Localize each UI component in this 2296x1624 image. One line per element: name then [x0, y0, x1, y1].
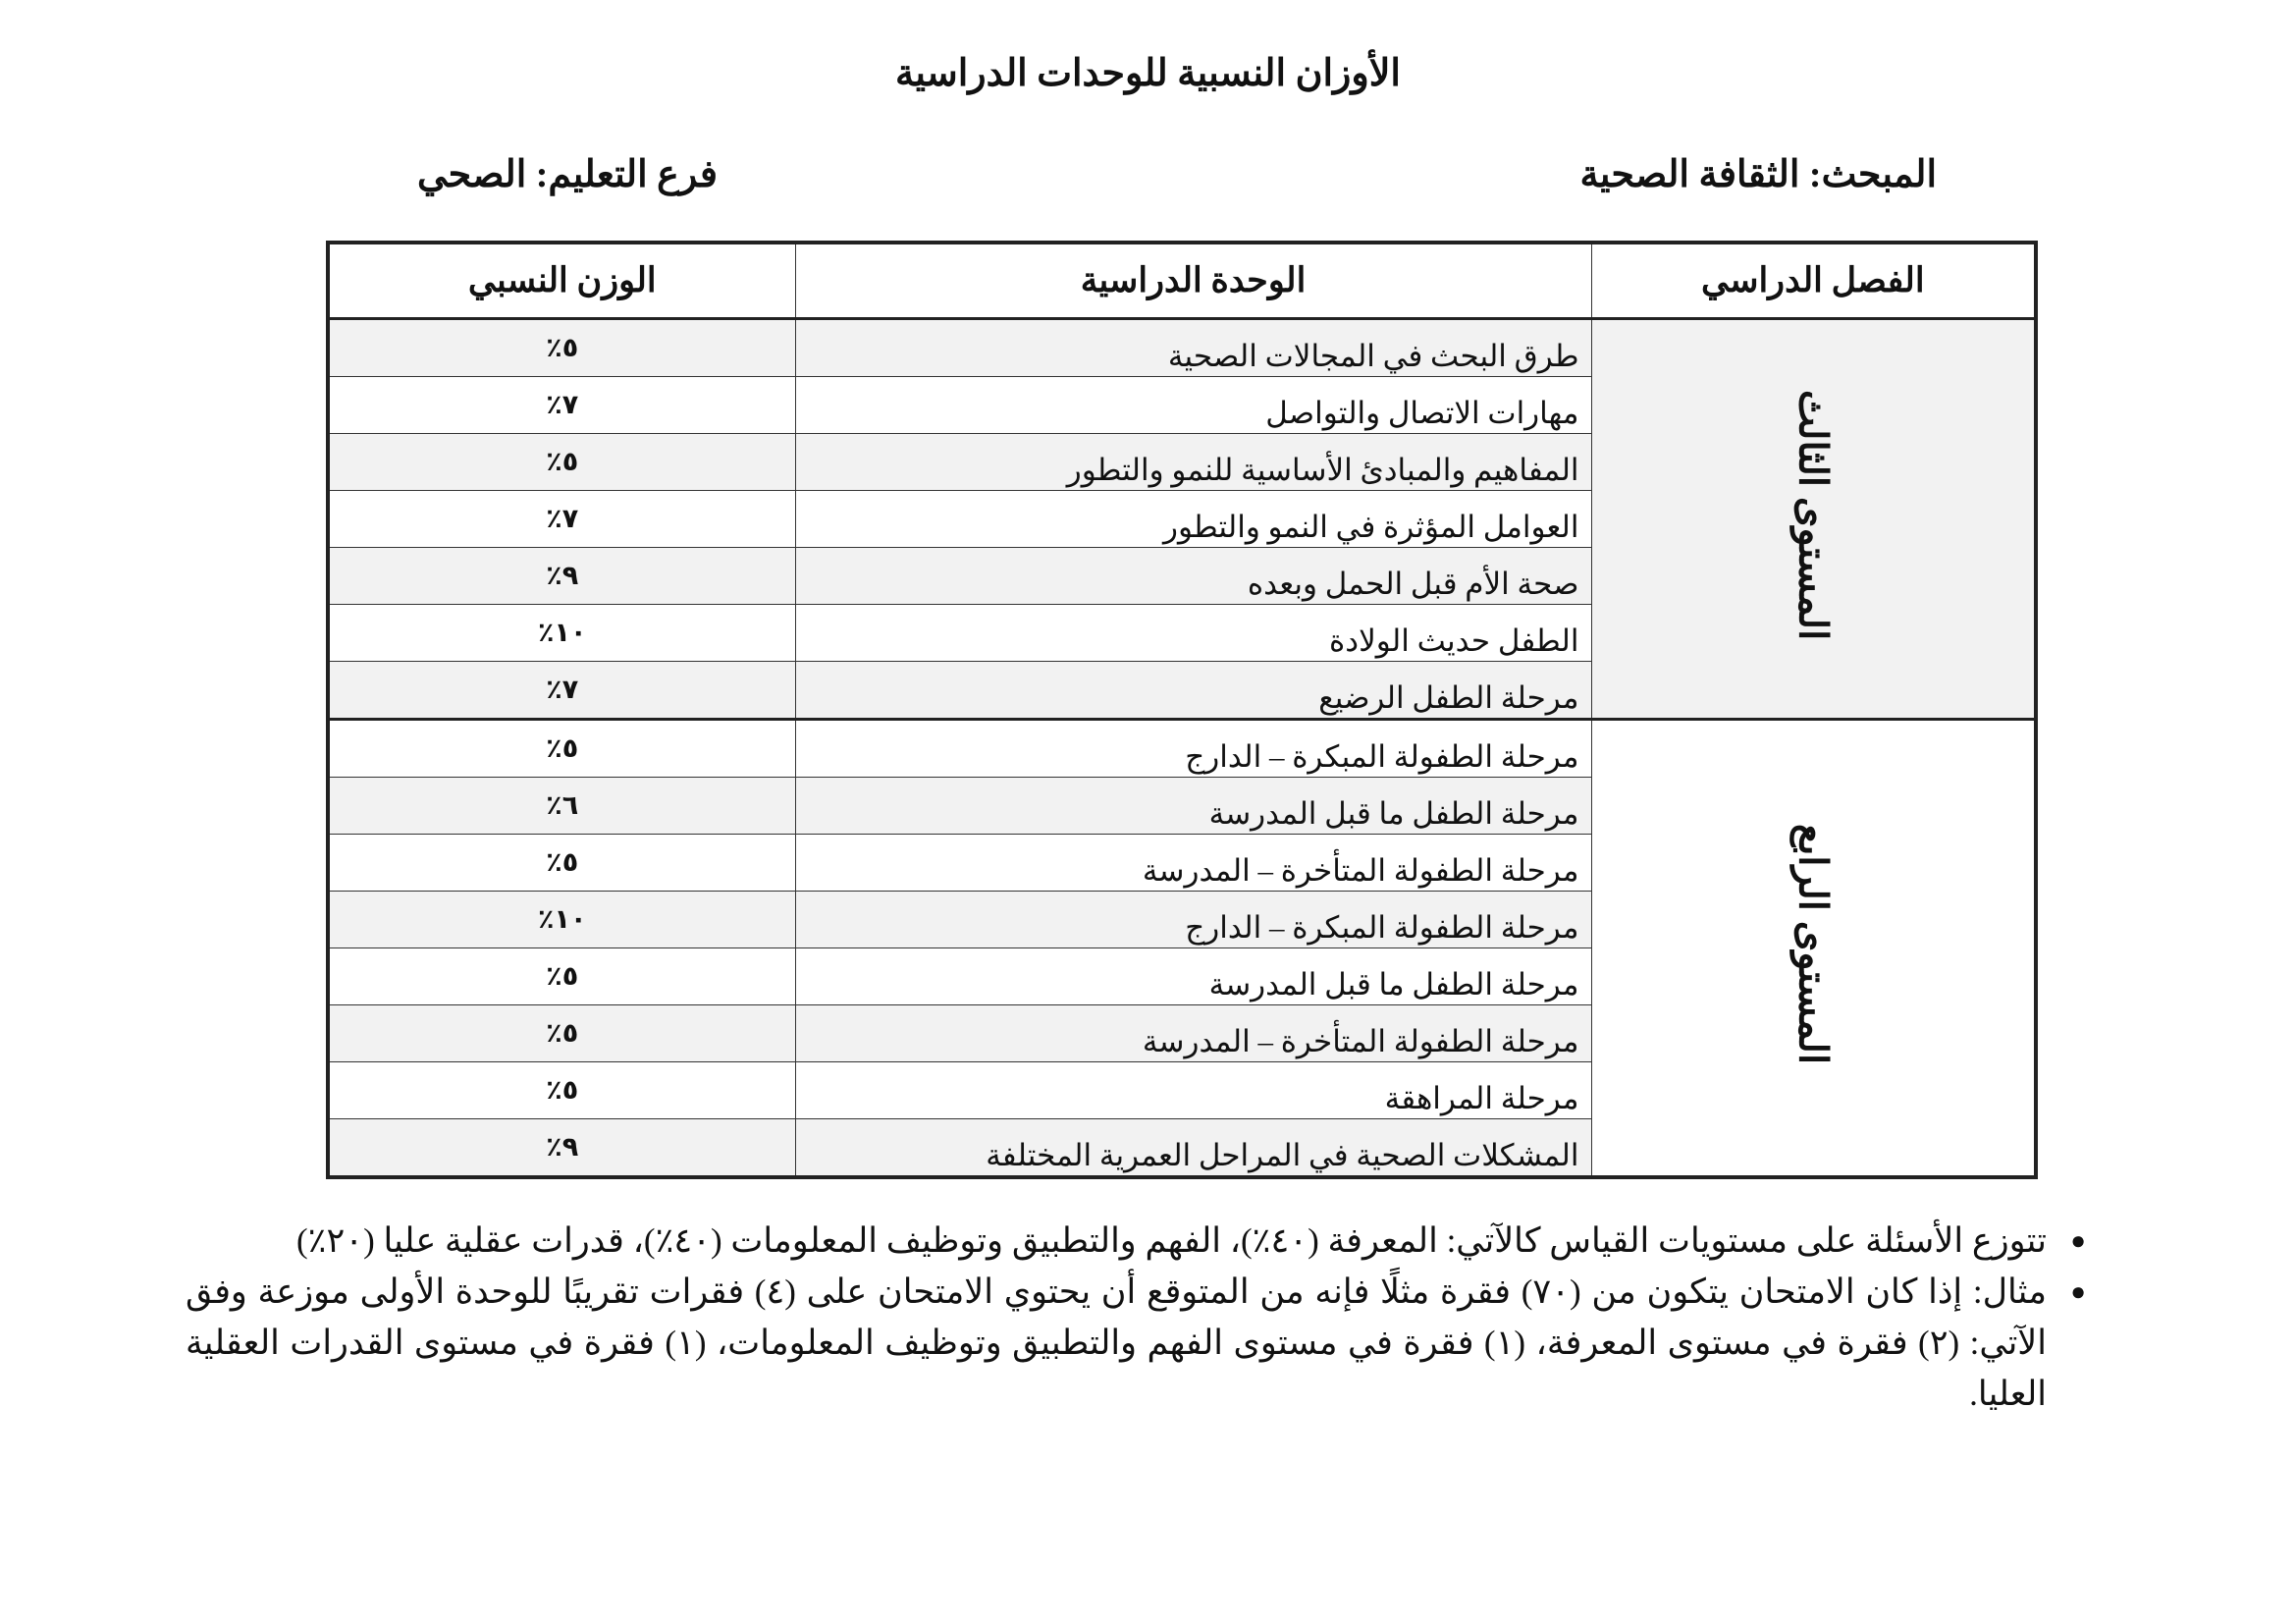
subject-label: المبحث: الثقافة الصحية: [1579, 154, 1937, 195]
unit-cell: طرق البحث في المجالات الصحية: [795, 319, 1591, 377]
weight-cell: ٧٪: [328, 377, 795, 434]
unit-cell: مرحلة الطفولة المتأخرة – المدرسة: [795, 1005, 1591, 1062]
header-unit: الوحدة الدراسية: [795, 243, 1591, 319]
unit-cell: الطفل حديث الولادة: [795, 605, 1591, 662]
weight-cell: ١٠٪: [328, 605, 795, 662]
weight-cell: ٥٪: [328, 319, 795, 377]
unit-cell: المفاهيم والمبادئ الأساسية للنمو والتطور: [795, 434, 1591, 491]
note-item: [186, 1267, 2086, 1420]
weight-cell: ٧٪: [328, 662, 795, 720]
level-cell-fourth: [1591, 720, 2036, 1178]
note-item: [186, 1216, 2086, 1267]
bullet-icon: ●: [2070, 1226, 2086, 1255]
weight-cell: ٦٪: [328, 778, 795, 835]
note-text: مثال: إذا كان الامتحان يتكون من (٧٠) فقرة مثلًا فإنه من المتوقع أن يحتوي الامتحان على (٤) فقرات تقريبًا للوحدة الأولى موزعة وفق الآتي: (٢) فقرة في مستوى المعرفة، (١) فقرة في مستوى الفهم والتطبيق وتوظيف المعلومات، (١) فقرة في مستوى القدرات العقلية العليا.: [186, 1272, 2047, 1413]
weight-cell: ٥٪: [328, 434, 795, 491]
unit-cell: مرحلة الطفل ما قبل المدرسة: [795, 778, 1591, 835]
unit-cell: مرحلة الطفل الرضيع: [795, 662, 1591, 720]
table-row: [328, 319, 2036, 377]
level-label: المستوى الرابع: [1790, 823, 1836, 1065]
unit-cell: مرحلة الطفولة المتأخرة – المدرسة: [795, 835, 1591, 892]
unit-cell: مهارات الاتصال والتواصل: [795, 377, 1591, 434]
weight-cell: ٩٪: [328, 1119, 795, 1178]
unit-cell: صحة الأم قبل الحمل وبعده: [795, 548, 1591, 605]
weight-cell: ١٠٪: [328, 892, 795, 948]
level-label: المستوى الثالث: [1790, 389, 1836, 641]
weight-cell: ٥٪: [328, 948, 795, 1005]
unit-cell: مرحلة المراهقة: [795, 1062, 1591, 1119]
unit-cell: المشكلات الصحية في المراحل العمرية المختلفة: [795, 1119, 1591, 1178]
header-semester: الفصل الدراسي: [1591, 243, 2036, 319]
page-title: الأوزان النسبية للوحدات الدراسية: [895, 53, 1401, 94]
weight-cell: ٩٪: [328, 548, 795, 605]
level-cell-third: [1591, 319, 2036, 720]
branch-label: فرع التعليم: الصحي: [416, 154, 718, 195]
weight-cell: ٧٪: [328, 491, 795, 548]
bullet-icon: ●: [2070, 1277, 2086, 1306]
note-text: تتوزع الأسئلة على مستويات القياس كالآتي: المعرفة (٤٠٪)، الفهم والتطبيق وتوظيف المعلومات (٤٠٪)، قدرات عقلية عليا (٢٠٪): [296, 1221, 2047, 1260]
header-weight: الوزن النسبي: [328, 243, 795, 319]
notes-list: [186, 1216, 2086, 1420]
unit-cell: العوامل المؤثرة في النمو والتطور: [795, 491, 1591, 548]
weights-table: [326, 241, 2038, 1179]
unit-cell: مرحلة الطفولة المبكرة – الدارج: [795, 892, 1591, 948]
unit-cell: مرحلة الطفولة المبكرة – الدارج: [795, 720, 1591, 778]
weight-cell: ٥٪: [328, 720, 795, 778]
table-row: [328, 720, 2036, 778]
unit-cell: مرحلة الطفل ما قبل المدرسة: [795, 948, 1591, 1005]
weight-cell: ٥٪: [328, 1005, 795, 1062]
weight-cell: ٥٪: [328, 1062, 795, 1119]
weight-cell: ٥٪: [328, 835, 795, 892]
table-header-row: [328, 243, 2036, 319]
